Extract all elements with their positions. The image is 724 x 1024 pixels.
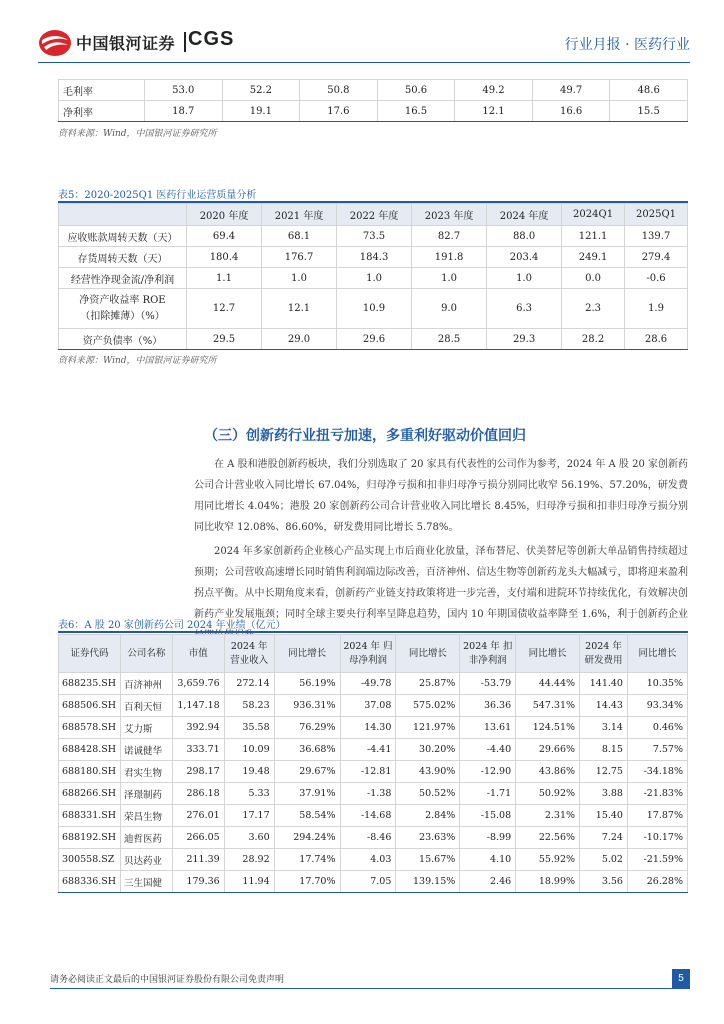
- column-header: 2023 年度: [412, 204, 487, 226]
- table-cell: -12.81: [340, 761, 396, 783]
- column-header: 2024 年 归母净利润: [340, 635, 396, 673]
- table-cell: 50.8: [300, 80, 378, 101]
- table-cell: 2.3: [562, 289, 625, 329]
- table-row: [59, 805, 688, 827]
- table-cell: 49.7: [532, 80, 610, 101]
- page-number: 5: [672, 969, 690, 989]
- table-cell: 121.1: [562, 226, 625, 247]
- column-header: 证券代码: [59, 635, 121, 673]
- page-header: [0, 0, 724, 64]
- table-cell: 迪哲医药: [120, 827, 172, 849]
- table-cell: 73.5: [337, 226, 412, 247]
- table-cell: 16.5: [377, 101, 455, 122]
- table-cell: 2.46: [460, 871, 516, 893]
- caption-divider: [58, 631, 688, 633]
- row-label-line1: 净资产收益率 ROE: [79, 294, 166, 306]
- row-label: [59, 289, 187, 329]
- table-cell: -8.46: [340, 827, 396, 849]
- brand-logo-icon: [38, 28, 72, 58]
- table-cell: 艾力斯: [120, 717, 172, 739]
- table-cell: 48.6: [610, 80, 688, 101]
- table-cell: 203.4: [487, 247, 562, 268]
- paragraph-1: 在 A 股和港股创新药板块，我们分别选取了 20 家具有代表性的公司作为参考，2024 年 A 股 20 家创新药公司合计营业收入同比增长 67.04%，归母净亏损和扣非归母净亏损分别同比收窄 56.19%、57.20%，研发费用同比增长 4.04%；港股 20 家创新药公司合计营业收入同比增长 8.45%，归母净亏损和扣非归母净亏损分别同比收窄 12.08%、86.60%，研发费用同比增长 5.78%。: [194, 459, 688, 533]
- table-row: [59, 673, 688, 695]
- table-cell: 6.3: [487, 289, 562, 329]
- column-header: 2024 年度: [487, 204, 562, 226]
- table-cell: 37.91%: [274, 783, 340, 805]
- table-cell: 0.0: [562, 268, 625, 289]
- row-label: 应收账款周转天数（天）: [59, 226, 187, 247]
- table-row: [59, 268, 688, 289]
- margin-table: [58, 79, 688, 122]
- table-cell: 25.87%: [396, 673, 460, 695]
- table-cell: 12.1: [455, 101, 533, 122]
- table-cell: -1.71: [460, 783, 516, 805]
- table-cell: 君实生物: [120, 761, 172, 783]
- table-cell: 1.0: [487, 268, 562, 289]
- table-cell: 17.6: [300, 101, 378, 122]
- table-cell: 43.86%: [516, 761, 580, 783]
- table-cell: 13.61: [460, 717, 516, 739]
- table-cell: 16.6: [532, 101, 610, 122]
- table-cell: 12.1: [262, 289, 337, 329]
- table-cell: 30.20%: [396, 739, 460, 761]
- table-cell: 22.56%: [516, 827, 580, 849]
- table-cell: 688336.SH: [59, 871, 121, 893]
- table-cell: 3.56: [580, 871, 628, 893]
- table-cell: 50.6: [377, 80, 455, 101]
- table-cell: 2.84%: [396, 805, 460, 827]
- table-cell: 1,147.18: [172, 695, 224, 717]
- table-cell: 43.90%: [396, 761, 460, 783]
- table-cell: 139.15%: [396, 871, 460, 893]
- table-cell: 53.0: [145, 80, 223, 101]
- table-cell: 19.48: [224, 761, 274, 783]
- table-cell: 211.39: [172, 849, 224, 871]
- table-cell: 1.1: [187, 268, 262, 289]
- table-cell: -49.78: [340, 673, 396, 695]
- brand-name-cn: 中国银河证券: [76, 34, 176, 53]
- table-cell: 1.0: [337, 268, 412, 289]
- table-cell: 15.67%: [396, 849, 460, 871]
- table1-source: 资料来源：Wind，中国银河证券研究所: [58, 129, 217, 139]
- table-cell: 121.97%: [396, 717, 460, 739]
- table-cell: 300558.SZ: [59, 849, 121, 871]
- table-cell: 69.4: [187, 226, 262, 247]
- table-cell: 124.51%: [516, 717, 580, 739]
- table-cell: 28.6: [625, 329, 688, 350]
- table-cell: 百济神州: [120, 673, 172, 695]
- table-cell: 575.02%: [396, 695, 460, 717]
- section-title: （三）创新药行业扭亏加速，多重利好驱动价值回归: [204, 428, 526, 444]
- table-cell: -10.17%: [627, 827, 687, 849]
- operation-quality-table: [58, 203, 688, 350]
- table-cell: 52.2: [222, 80, 300, 101]
- table-cell: 37.08: [340, 695, 396, 717]
- table-cell: 688428.SH: [59, 739, 121, 761]
- table-cell: -8.99: [460, 827, 516, 849]
- table-cell: 7.05: [340, 871, 396, 893]
- column-header: 2020 年度: [187, 204, 262, 226]
- table-cell: -0.6: [625, 268, 688, 289]
- table-cell: 4.10: [460, 849, 516, 871]
- table-cell: 28.5: [412, 329, 487, 350]
- table-cell: 68.1: [262, 226, 337, 247]
- table-cell: 19.1: [222, 101, 300, 122]
- table-cell: 276.01: [172, 805, 224, 827]
- table-cell: 333.71: [172, 739, 224, 761]
- table-cell: -21.59%: [627, 849, 687, 871]
- row-label: 净利率: [59, 101, 145, 122]
- table-cell: -12.90: [460, 761, 516, 783]
- table-cell: 82.7: [412, 226, 487, 247]
- table-cell: 29.3: [487, 329, 562, 350]
- table-cell: 688235.SH: [59, 673, 121, 695]
- table-cell: 249.1: [562, 247, 625, 268]
- table-cell: 1.0: [262, 268, 337, 289]
- table2-caption: 表5：2020-2025Q1 医药行业运营质量分析: [58, 190, 257, 201]
- brand-separator: [184, 32, 186, 52]
- table-cell: 5.33: [224, 783, 274, 805]
- table-cell: 55.92%: [516, 849, 580, 871]
- table-cell: 392.94: [172, 717, 224, 739]
- table-cell: -34.18%: [627, 761, 687, 783]
- table-cell: 10.35%: [627, 673, 687, 695]
- table-cell: 49.2: [455, 80, 533, 101]
- table-cell: 17.17: [224, 805, 274, 827]
- table-cell: 50.92%: [516, 783, 580, 805]
- table-cell: 14.43: [580, 695, 628, 717]
- column-header: 2024 年 扣非净利润: [460, 635, 516, 673]
- footer-disclaimer: 请务必阅读正文最后的中国银河证券股份有限公司免责声明: [50, 975, 285, 985]
- table-cell: 294.24%: [274, 827, 340, 849]
- table-cell: 3.60: [224, 827, 274, 849]
- column-header: 2024 年 营业收入: [224, 635, 274, 673]
- table-cell: 279.4: [625, 247, 688, 268]
- table-cell: 贝达药业: [120, 849, 172, 871]
- table-row: [59, 289, 688, 329]
- row-label: 存货周转天数（天）: [59, 247, 187, 268]
- table-row: [59, 761, 688, 783]
- table-row: [59, 695, 688, 717]
- table-cell: 10.09: [224, 739, 274, 761]
- row-label-line2: （扣除摊薄）（%）: [80, 310, 165, 322]
- table-cell: 3.14: [580, 717, 628, 739]
- table-cell: 272.14: [224, 673, 274, 695]
- table-cell: 50.52%: [396, 783, 460, 805]
- table-cell: 17.70%: [274, 871, 340, 893]
- table-cell: 26.28%: [627, 871, 687, 893]
- table-cell: 76.29%: [274, 717, 340, 739]
- table-cell: 58.54%: [274, 805, 340, 827]
- table-cell: 5.02: [580, 849, 628, 871]
- table-cell: 9.0: [412, 289, 487, 329]
- table-cell: 28.92: [224, 849, 274, 871]
- table-cell: 29.67%: [274, 761, 340, 783]
- table-cell: 58.23: [224, 695, 274, 717]
- table-row: [59, 717, 688, 739]
- table-cell: 2.31%: [516, 805, 580, 827]
- table2-source: 资料来源：Wind，中国银河证券研究所: [58, 356, 217, 366]
- column-header: 2024 年 研发费用: [580, 635, 628, 673]
- table-header-row: [59, 635, 688, 673]
- table-cell: 141.40: [580, 673, 628, 695]
- table-cell: 29.6: [337, 329, 412, 350]
- row-label: 资产负债率（%）: [59, 329, 187, 350]
- footer-divider: [50, 988, 690, 989]
- table-cell: 180.4: [187, 247, 262, 268]
- table-cell: 93.34%: [627, 695, 687, 717]
- report-type: 行业月报 · 医药行业: [564, 37, 690, 53]
- table-cell: 12.7: [187, 289, 262, 329]
- table-cell: 17.74%: [274, 849, 340, 871]
- table-cell: 7.57%: [627, 739, 687, 761]
- table-cell: 三生国健: [120, 871, 172, 893]
- table-cell: 0.46%: [627, 717, 687, 739]
- column-header: 同比增长: [627, 635, 687, 673]
- column-header: 同比增长: [274, 635, 340, 673]
- table-cell: 286.18: [172, 783, 224, 805]
- table3-caption: 表6：A 股 20 家创新药公司 2024 年业绩（亿元）: [58, 620, 286, 631]
- table-cell: 176.7: [262, 247, 337, 268]
- table-row: [59, 247, 688, 268]
- table-cell: 88.0: [487, 226, 562, 247]
- table-row: [59, 226, 688, 247]
- table-row: [59, 849, 688, 871]
- column-header: 同比增长: [396, 635, 460, 673]
- table-cell: 18.99%: [516, 871, 580, 893]
- table-cell: 15.40: [580, 805, 628, 827]
- table-cell: -14.68: [340, 805, 396, 827]
- table-cell: 688180.SH: [59, 761, 121, 783]
- table-cell: 688266.SH: [59, 783, 121, 805]
- table-cell: 688506.SH: [59, 695, 121, 717]
- table-cell: 56.19%: [274, 673, 340, 695]
- table-cell: -53.79: [460, 673, 516, 695]
- table-cell: 1.9: [625, 289, 688, 329]
- brand-name-en: CGS: [188, 28, 235, 50]
- table-cell: 11.94: [224, 871, 274, 893]
- row-label: 经营性净现金流/净利润: [59, 268, 187, 289]
- column-header: 2022 年度: [337, 204, 412, 226]
- table-cell: 12.75: [580, 761, 628, 783]
- table3-body: [59, 673, 688, 893]
- table-cell: -15.08: [460, 805, 516, 827]
- table-cell: 3.88: [580, 783, 628, 805]
- table-cell: 191.8: [412, 247, 487, 268]
- table-cell: 688331.SH: [59, 805, 121, 827]
- table-header-row: [59, 204, 688, 226]
- table-cell: 18.7: [145, 101, 223, 122]
- table-cell: 10.9: [337, 289, 412, 329]
- table-cell: 179.36: [172, 871, 224, 893]
- table-cell: 29.66%: [516, 739, 580, 761]
- table-cell: 荣昌生物: [120, 805, 172, 827]
- table-cell: 936.31%: [274, 695, 340, 717]
- table-cell: 547.31%: [516, 695, 580, 717]
- table-cell: -4.40: [460, 739, 516, 761]
- table-cell: 184.3: [337, 247, 412, 268]
- paragraph-2: 2024 年多家创新药企业核心产品实现上市后商业化放量，泽布替尼、伏美替尼等创新大单品销售持续超过预期；公司营收高速增长同时销售利润端边际改善，百济神州、信达生物等创新药龙头大幅减亏，即将迎来盈利拐点平衡。从中长期角度来看，创新药产业链支持政策将进一步完善，支付端和进院环节持续优化，有效解决创新药产业发展瓶颈；同时全球主要央行利率呈降息趋势，国内 10 年期国债收益率降至 1.6%，利于创新药企业: [194, 546, 688, 620]
- table-cell: 29.5: [187, 329, 262, 350]
- table-cell: 688578.SH: [59, 717, 121, 739]
- table-row: [59, 739, 688, 761]
- table-cell: 44.44%: [516, 673, 580, 695]
- column-header: 同比增长: [516, 635, 580, 673]
- header-divider: [38, 62, 690, 63]
- table-row: [59, 101, 688, 122]
- table-row: [59, 80, 688, 101]
- table-cell: -1.38: [340, 783, 396, 805]
- table-cell: 诺诚健华: [120, 739, 172, 761]
- table-row: [59, 329, 688, 350]
- table-cell: 23.63%: [396, 827, 460, 849]
- table-cell: 139.7: [625, 226, 688, 247]
- innovative-drug-table: [58, 634, 688, 893]
- table-cell: 3,659.76: [172, 673, 224, 695]
- table-cell: 688192.SH: [59, 827, 121, 849]
- table-row: [59, 827, 688, 849]
- column-header: [59, 204, 187, 226]
- table-cell: -21.83%: [627, 783, 687, 805]
- table-row: [59, 783, 688, 805]
- table-cell: 36.36: [460, 695, 516, 717]
- table-cell: 8.15: [580, 739, 628, 761]
- column-header: 市值: [172, 635, 224, 673]
- table-cell: 7.24: [580, 827, 628, 849]
- table-cell: -4.41: [340, 739, 396, 761]
- table-cell: 266.05: [172, 827, 224, 849]
- table-row: [59, 871, 688, 893]
- table-cell: 36.68%: [274, 739, 340, 761]
- table-cell: 泽璟制药: [120, 783, 172, 805]
- table-cell: 14.30: [340, 717, 396, 739]
- table-cell: 298.17: [172, 761, 224, 783]
- table-cell: 15.5: [610, 101, 688, 122]
- column-header: 2021 年度: [262, 204, 337, 226]
- column-header: 公司名称: [120, 635, 172, 673]
- row-label: 毛利率: [59, 80, 145, 101]
- table-cell: 4.03: [340, 849, 396, 871]
- table-cell: 1.0: [412, 268, 487, 289]
- table-cell: 17.87%: [627, 805, 687, 827]
- table-cell: 28.2: [562, 329, 625, 350]
- column-header: 2025Q1: [625, 204, 688, 226]
- table-cell: 29.0: [262, 329, 337, 350]
- column-header: 2024Q1: [562, 204, 625, 226]
- table-cell: 35.58: [224, 717, 274, 739]
- table-cell: 百利天恒: [120, 695, 172, 717]
